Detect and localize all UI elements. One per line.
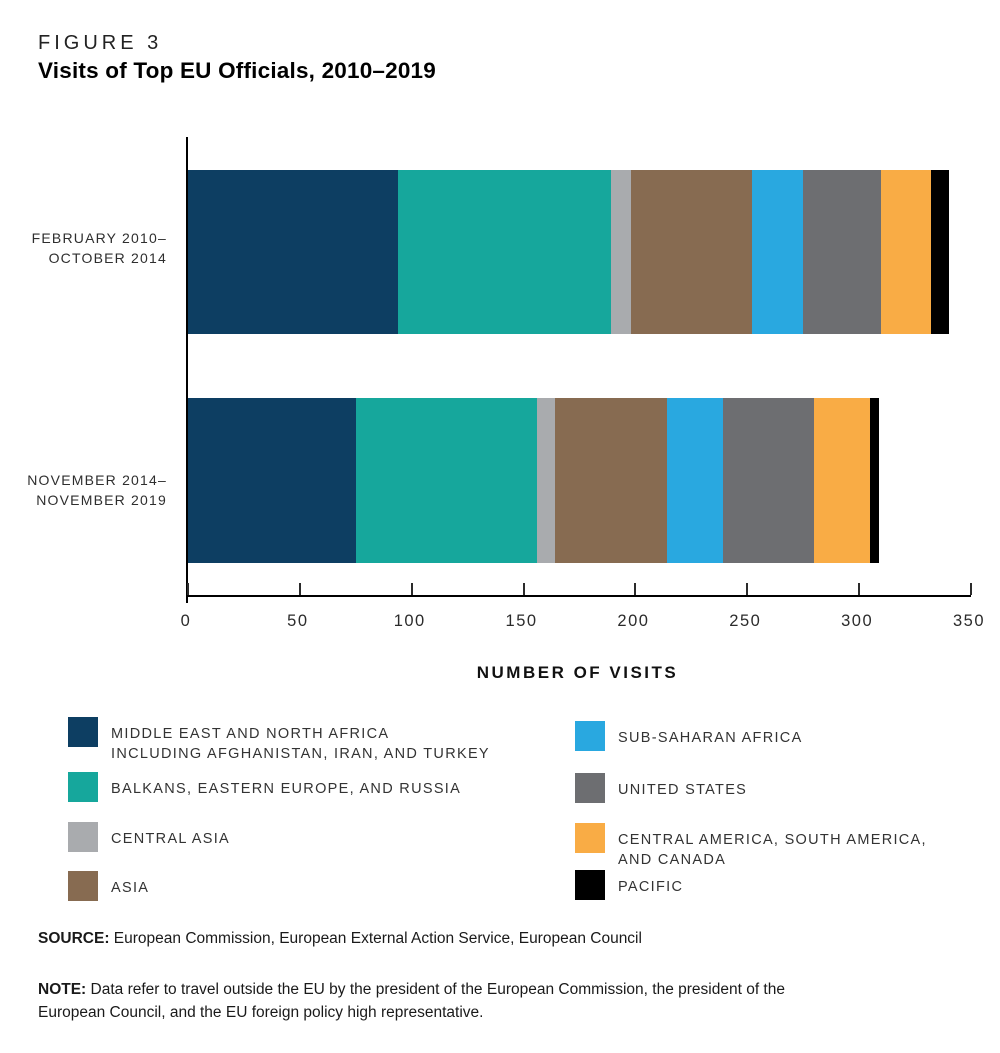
legend-label-central-asia: CENTRAL ASIA [111, 831, 231, 847]
legend-swatch-balkans-eastern-europe-and-russia [68, 772, 98, 802]
bar-segment-united-states [803, 170, 881, 334]
x-axis-tick-label-0: 0 [180, 612, 192, 630]
x-axis-tick-label-50: 50 [287, 612, 309, 630]
category-label-february-2010-october-2014: FEBRUARY 2010– OCTOBER 2014 [31, 230, 167, 266]
legend-swatch-central-america-south-america-and-canada [575, 823, 605, 853]
x-axis-tick-0 [187, 583, 189, 595]
legend-item-united-states [575, 773, 747, 803]
legend-item-asia [68, 871, 149, 901]
figure-label: FIGURE 3 [38, 32, 163, 54]
bar-segment-asia [555, 398, 667, 563]
x-axis-tick-label-150: 150 [505, 612, 538, 630]
bar-segment-central-asia [537, 398, 555, 563]
note-line1: Data refer to travel outside the EU by the president of the European Commission, the president of the [90, 981, 785, 998]
x-axis-tick-200 [634, 583, 636, 595]
bar-segment-asia [631, 170, 752, 334]
legend-label-united-states: UNITED STATES [618, 782, 748, 798]
legend-label-sub-saharan-africa: SUB-SAHARAN AFRICA [618, 730, 803, 746]
source-value: European Commission, European External Action Service, European Council [113, 930, 642, 947]
bar-segment-central-america-south-america-and-canada [881, 170, 930, 334]
x-axis-tick-label-100: 100 [393, 612, 426, 630]
legend-swatch-united-states [575, 773, 605, 803]
legend-swatch-sub-saharan-africa [575, 721, 605, 751]
x-axis-tick-300 [858, 583, 860, 595]
legend-swatch-middle-east-and-north-africa-including-afg [68, 717, 98, 747]
page-title: Visits of Top EU Officials, 2010–2019 [38, 58, 436, 83]
legend-label-middle-east-and-north-africa-including-afg: MIDDLE EAST AND NORTH AFRICA INCLUDING AFGHANISTAN, IRAN, AND TURKEY [111, 726, 490, 762]
note-line2: European Council, and the EU foreign policy high representative. [38, 1004, 484, 1021]
x-axis-tick-150 [523, 583, 525, 595]
legend-item-pacific [575, 870, 683, 900]
bar-row-february-2010-october-2014 [188, 170, 971, 334]
x-axis-tick-label-200: 200 [617, 612, 650, 630]
bar-segment-balkans-eastern-europe-and-russia [398, 170, 611, 334]
legend-swatch-pacific [575, 870, 605, 900]
bar-segment-united-states [723, 398, 815, 563]
legend-item-balkans-eastern-europe-and-russia [68, 772, 461, 802]
legend-label-asia: ASIA [111, 880, 150, 896]
category-label-november-2014-november-2019: NOVEMBER 2014– NOVEMBER 2019 [27, 472, 167, 508]
x-axis-tick-250 [746, 583, 748, 595]
bar-segment-sub-saharan-africa [752, 170, 803, 334]
x-axis-tick-label-300: 300 [841, 612, 874, 630]
x-axis-title: NUMBER OF VISITS [476, 663, 679, 682]
legend-item-middle-east-and-north-africa-including-afg [68, 717, 490, 764]
legend-swatch-asia [68, 871, 98, 901]
note-label: NOTE: [38, 981, 87, 998]
note-text [38, 978, 785, 1024]
source-text [38, 930, 642, 948]
legend-label-pacific: PACIFIC [618, 879, 684, 895]
bar-segment-pacific [870, 398, 879, 563]
bar-row-november-2014-november-2019 [188, 398, 971, 563]
bar-segment-central-america-south-america-and-canada [814, 398, 870, 563]
x-axis-tick-label-350: 350 [952, 612, 986, 630]
bar-segment-central-asia [611, 170, 631, 334]
x-axis-tick-50 [299, 583, 301, 595]
legend-label-balkans-eastern-europe-and-russia: BALKANS, EASTERN EUROPE, AND RUSSIA [111, 781, 462, 797]
x-axis-tick-100 [411, 583, 413, 595]
legend-item-central-asia [68, 822, 230, 852]
plot-area [186, 137, 971, 597]
legend-item-sub-saharan-africa [575, 721, 803, 751]
bar-segment-pacific [931, 170, 949, 334]
x-axis-tick-label-250: 250 [729, 612, 762, 630]
x-axis-tick-350 [970, 583, 972, 595]
bar-segment-middle-east-and-north-africa-including-afg [188, 170, 398, 334]
bar-segment-middle-east-and-north-africa-including-afg [188, 398, 356, 563]
legend-item-central-america-south-america-and-canada [575, 823, 927, 870]
bar-segment-sub-saharan-africa [667, 398, 723, 563]
bar-segment-balkans-eastern-europe-and-russia [356, 398, 537, 563]
source-label: SOURCE: [38, 930, 110, 947]
legend-swatch-central-asia [68, 822, 98, 852]
legend-label-central-america-south-america-and-canada: CENTRAL AMERICA, SOUTH AMERICA, AND CANADA [618, 832, 927, 868]
